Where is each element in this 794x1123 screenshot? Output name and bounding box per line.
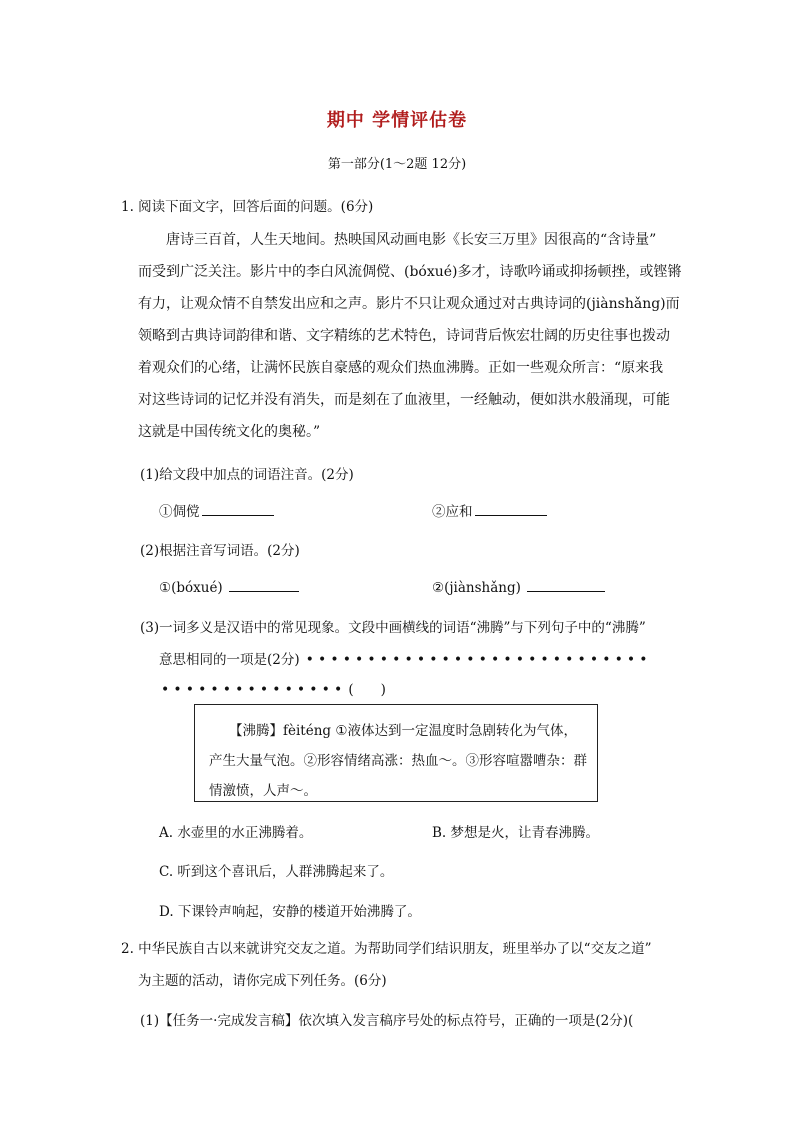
definition-line: 产生大量气泡。②形容情绪高涨：热血～。③形容喧嚣嘈杂：群	[209, 753, 587, 769]
subquestion-1-prompt: (1)给文段中加点的词语注音。(2分)	[140, 467, 354, 483]
answer-item-label: ①倜傥	[159, 504, 200, 520]
subquestion-2-prompt: (2)根据注音写词语。(2分)	[140, 543, 300, 559]
section-heading: 第一部分(1～2题 12分)	[327, 157, 467, 172]
answer-blank[interactable]	[475, 501, 547, 516]
question-2-prompt-line1: 2. 中华民族自古以来就讲究交友之道。为帮助同学们结识朋友，班里举办了以“交友之道”	[121, 941, 652, 957]
option-b[interactable]: B. 梦想是火，让青春沸腾。	[432, 825, 600, 841]
passage-line: 而受到广泛关注。影片中的李白风流倜傥、(bóxué)多才，诗歌吟诵或抑扬顿挫，或铿锵	[138, 264, 682, 280]
passage-line: 唐诗三百首，人生天地间。热映国风动画电影《长安三万里》因很高的“含诗量”	[166, 232, 657, 248]
page-title: 期中 学情评估卷	[326, 110, 468, 131]
subquestion-3-prompt-line1: (3)一词多义是汉语中的常见现象。文段中画横线的词语“沸腾”与下列句子中的“沸腾”	[140, 620, 646, 636]
definition-line: 【沸腾】fèiténg ①液体达到一定温度时急剧转化为气体，	[229, 723, 577, 739]
question-1-prompt: 1. 阅读下面文字，回答后面的问题。(6分)	[121, 199, 374, 215]
prompt-text: 意思相同的一项是(2分)	[159, 652, 300, 668]
answer-blank[interactable]	[229, 577, 299, 592]
option-d[interactable]: D. 下课铃声响起，安静的楼道开始沸腾了。	[159, 904, 421, 920]
definition-box	[194, 704, 598, 802]
passage-line: 领略到古典诗词韵律和谐、文字精练的艺术特色，诗词背后恢宏壮阔的历史往事也拨动	[138, 328, 670, 344]
passage-line: 这就是中国传统文化的奥秘。”	[138, 424, 321, 440]
definition-line: 情激愤，人声～。	[209, 783, 317, 799]
answer-blank[interactable]	[202, 501, 274, 516]
answer-item-label: ②(jiànshǎng)	[432, 580, 521, 596]
question-2-sub1-prompt: (1)【任务一·完成发言稿】依次填入发言稿序号处的标点符号，正确的一项是(2分)(	[140, 1013, 634, 1029]
answer-paren[interactable]: ( )	[348, 682, 386, 698]
option-c[interactable]: C. 听到这个喜讯后，人群沸腾起来了。	[159, 864, 394, 880]
passage-line: 着观众们的心绪，让满怀民族自豪感的观众们热血沸腾。正如一些观众所言：“原来我	[138, 360, 664, 376]
answer-item-2a	[159, 577, 299, 596]
passage-line: 对这些诗词的记忆并没有消失，而是刻在了血液里，一经触动，便如洪水般涌现，可能	[138, 392, 670, 408]
option-a[interactable]: A. 水壶里的水正沸腾着。	[159, 825, 313, 841]
dotted-leader: ••••••••••••••••••••••••••••	[305, 652, 652, 668]
subquestion-3-prompt-line2	[159, 648, 652, 668]
answer-item-2b	[432, 577, 605, 596]
answer-item-1b	[432, 500, 547, 520]
answer-blank[interactable]	[527, 577, 605, 592]
subquestion-3-prompt-line3	[161, 678, 386, 698]
answer-item-1a	[159, 500, 274, 520]
answer-item-label: ②应和	[432, 504, 473, 520]
dotted-leader: •••••••••••••••	[161, 682, 347, 698]
question-2-prompt-line2: 为主题的活动，请你完成下列任务。(6分)	[138, 973, 387, 989]
passage-line: 有力，让观众情不自禁发出应和之声。影片不只让观众通过对古典诗词的(jiànshǎng)而	[138, 296, 680, 312]
answer-item-label: ①(bóxué)	[159, 580, 223, 596]
